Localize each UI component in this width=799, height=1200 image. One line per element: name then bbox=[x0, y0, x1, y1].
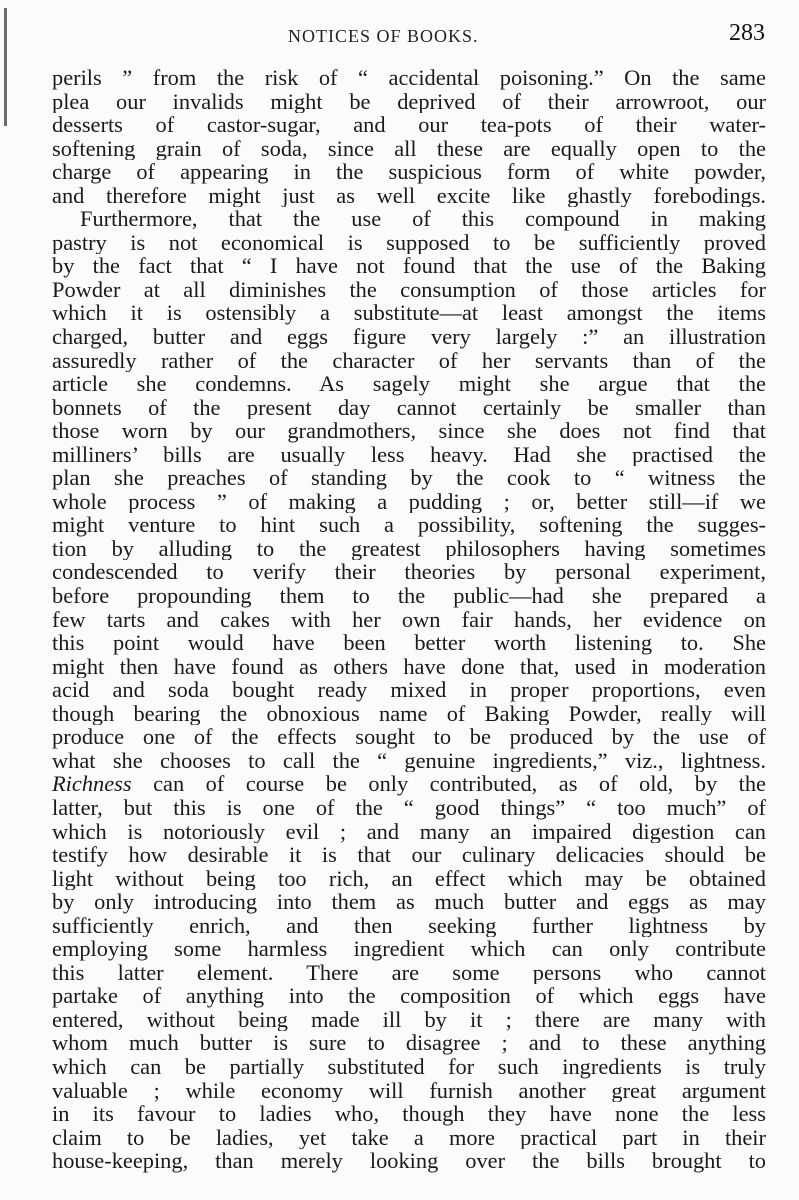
text-line-richness bbox=[52, 772, 766, 796]
text-line: claim to be ladies, yet take a more practical part in their bbox=[52, 1125, 766, 1150]
text-line: and therefore might just as well excite like ghastly forebodings. bbox=[52, 183, 766, 208]
text-line: Powder at all diminishes the consumption of those articles for bbox=[52, 277, 766, 302]
text-line: acid and soda bought ready mixed in proper proportions, even bbox=[52, 678, 766, 702]
text-line: light without being too rich, an effect which may be obtained bbox=[52, 866, 766, 891]
page-header bbox=[0, 14, 799, 54]
text-line: charged, butter and eggs figure very largely :” an illustration bbox=[52, 325, 766, 349]
text-line: before propounding them to the public—had she prepared a bbox=[52, 584, 766, 608]
text-line: might then have found as others have done that, used in moderation bbox=[52, 654, 766, 679]
text-line: perils ” from the risk of “ accidental poisoning.” On the same bbox=[52, 66, 766, 90]
text-line: softening grain of soda, since all these are equally open to the bbox=[52, 136, 766, 161]
text-line: what she chooses to call the “ genuine ingredients,” viz., lightness. bbox=[52, 748, 766, 773]
text-line: produce one of the effects sought to be produced by the use of bbox=[52, 725, 766, 749]
text-line: by the fact that “ I have not found that the use of the Baking bbox=[52, 254, 766, 278]
text-line: desserts of castor-sugar, and our tea-pots of their water- bbox=[52, 113, 766, 137]
text-line: this point would have been better worth listening to. She bbox=[52, 631, 766, 655]
text-line: milliners’ bills are usually less heavy. Had she practised the bbox=[52, 442, 766, 467]
text-line: which can be partially substituted for such ingredients is truly bbox=[52, 1054, 766, 1079]
text-line: tion by alluding to the greatest philosophers having sometimes bbox=[52, 536, 766, 561]
text-line: bonnets of the present day cannot certainly be smaller than bbox=[52, 395, 766, 420]
text-line: valuable ; while economy will furnish another great argument bbox=[52, 1078, 766, 1103]
italic-word: Richness bbox=[52, 772, 132, 796]
text-line: employing some harmless ingredient which can only contribute bbox=[52, 937, 766, 961]
text-line: latter, but this is one of the “ good things” “ too much” of bbox=[52, 795, 766, 820]
running-title: NOTICES OF BOOKS. bbox=[288, 26, 479, 46]
text-line: entered, without being made ill by it ; there are many with bbox=[52, 1007, 766, 1032]
text-line: plea our invalids might be deprived of their arrowroot, our bbox=[52, 89, 766, 114]
text-line: assuredly rather of the character of her servants than of the bbox=[52, 348, 766, 373]
text-line: partake of anything into the composition of which eggs have bbox=[52, 984, 766, 1008]
text-line: whom much butter is sure to disagree ; and to these anything bbox=[52, 1031, 766, 1055]
text-line: by only introducing into them as much butter and eggs as may bbox=[52, 890, 766, 914]
text-line: condescended to verify their theories by personal experiment, bbox=[52, 560, 766, 585]
text-line: sufficiently enrich, and then seeking further lightness by bbox=[52, 913, 766, 938]
text-line: charge of appearing in the suspicious form of white powder, bbox=[52, 160, 766, 184]
text-line: article she condemns. As sagely might she argue that the bbox=[52, 372, 766, 396]
line-remainder: can of course be only contributed, as of old, by the bbox=[131, 772, 766, 796]
text-line: which it is ostensibly a substitute—at least amongst the items bbox=[52, 301, 766, 326]
body-text bbox=[52, 66, 766, 1173]
text-line: might venture to hint such a possibility, softening the sugges- bbox=[52, 513, 766, 537]
text-line: this latter element. There are some persons who cannot bbox=[52, 960, 766, 985]
text-line: in its favour to ladies who, though they have none the less bbox=[52, 1102, 766, 1126]
text-line: Furthermore, that the use of this compound in making bbox=[80, 207, 766, 231]
text-line: those worn by our grandmothers, since she does not find that bbox=[52, 419, 766, 443]
text-line: testify how desirable it is that our culinary delicacies should be bbox=[52, 843, 766, 867]
text-line: though bearing the obnoxious name of Baking Powder, really will bbox=[52, 701, 766, 726]
text-line: few tarts and cakes with her own fair hands, her evidence on bbox=[52, 607, 766, 632]
page-number: 283 bbox=[729, 20, 765, 46]
text-line: plan she preaches of standing by the cook to “ witness the bbox=[52, 466, 766, 490]
text-line: which is notoriously evil ; and many an impaired digestion can bbox=[52, 819, 766, 844]
text-line: pastry is not economical is supposed to be sufficiently proved bbox=[52, 230, 766, 255]
text-line: house-keeping, than merely looking over the bills brought to bbox=[52, 1149, 766, 1173]
text-line: whole process ” of making a pudding ; or, better still—if we bbox=[52, 489, 766, 514]
